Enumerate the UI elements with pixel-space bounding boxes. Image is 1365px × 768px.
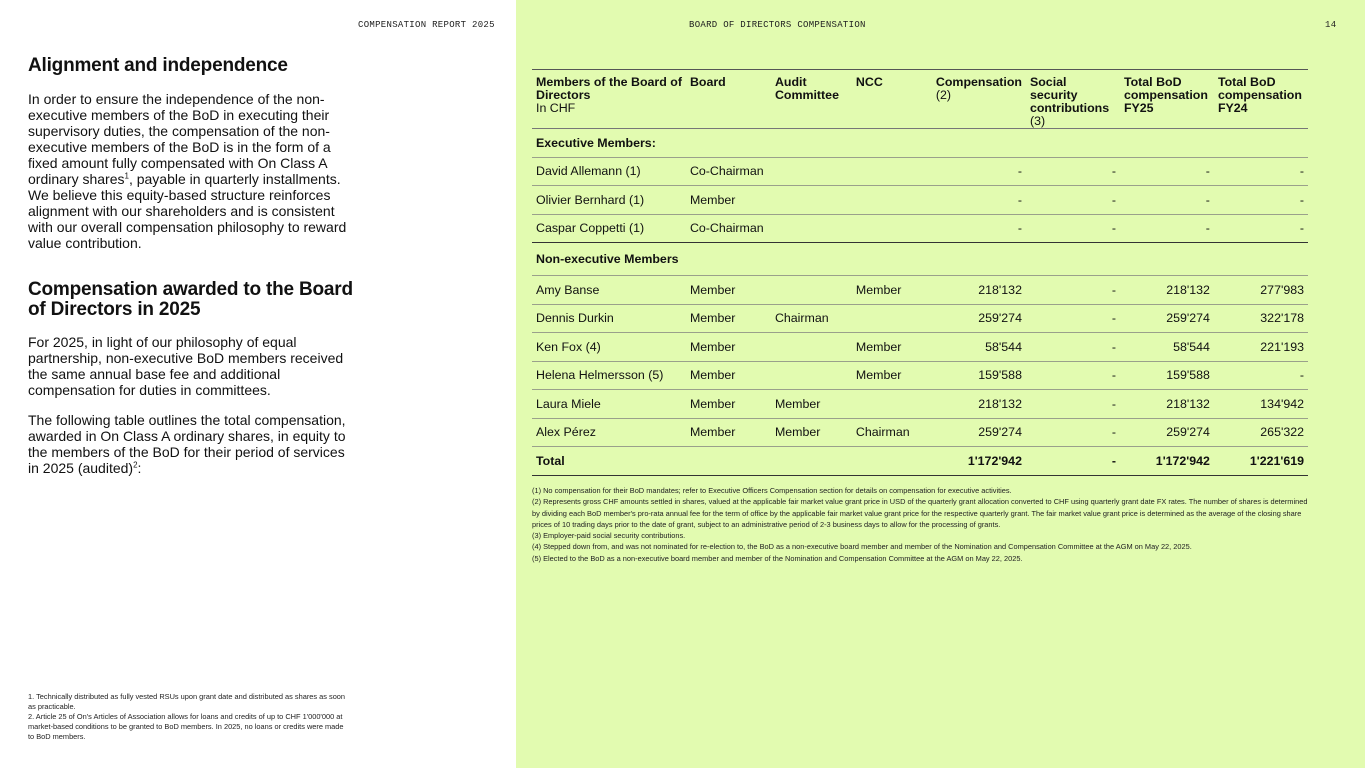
paragraph-table-intro: The following table outlines the total compensation, awarded in On Class A ordinary shares, in equity to the members of the BoD for their period of services in 2025 (audited)$^2$: (28, 412, 346, 476)
board-role: Member (689, 425, 736, 440)
heading-alignment: Alignment and independence (28, 55, 288, 76)
total-fy24-value: 221'193 (1260, 339, 1304, 354)
ncc-role: Member (855, 368, 902, 383)
compensation-value: 218'132 (978, 396, 1022, 411)
member-name: Amy Banse (536, 282, 600, 297)
paragraph-equal-partnership: For 2025, in light of our philosophy of equal partnership, non-executive BoD members received the same annual base fee and additional compensation for duties in committees. (28, 334, 344, 398)
col-social: Social security contributions (3) (1029, 75, 1110, 128)
audit-role (771, 214, 852, 243)
compensation-value: - (1017, 221, 1022, 236)
compensation-value: 159'588 (978, 368, 1022, 383)
footnote-ref-2: 2 (133, 460, 138, 470)
table-footnote: (2) Represents gross CHF amounts settled in shares, valued at the applicable fair market value grant price in USD of the quarterly grant allocation converted to CHF using quarterly grant date FX rates. The number of shares is determined by dividing each BoD member's pro-rata annual fee for the term of office by the applicable fair market value grant price for the respective quarterly grant. The fair market value grant price is determined as the average of the closing share prices of 10 trading days prior to the date of grant, subject to an administrative period of 2-3 business days to allow for the processing of grants. (532, 497, 1308, 529)
heading-compensation: Compensation awarded to the Board of Directors in 2025 (28, 279, 353, 320)
member-name: Olivier Bernhard (1) (536, 192, 645, 207)
social-security-value: - (1111, 221, 1116, 236)
left-footnote: 2. Article 25 of On's Articles of Association allows for loans and credits of up to CHF 1'000'000 at market-based conditions to be granted to BoD members. In 2025, no loans or credits were made to BoD members. (28, 712, 344, 741)
member-name: David Allemann (1) (536, 164, 641, 179)
compensation-value: 218'132 (978, 282, 1022, 297)
board-role: Member (689, 368, 736, 383)
audit-role (771, 157, 852, 186)
total-fy24-value: - (1299, 221, 1304, 236)
member-name: Ken Fox (4) (536, 339, 601, 354)
ncc-role (852, 390, 932, 419)
total-fy24: 1'221'619 (1249, 453, 1304, 468)
audit-role: Member (774, 425, 821, 440)
bod-compensation-table (532, 69, 1308, 476)
social-security-value: - (1111, 192, 1116, 207)
table-row (532, 333, 1308, 362)
board-role: Member (689, 396, 736, 411)
total-fy24-value: 277'983 (1260, 282, 1304, 297)
board-role: Co-Chairman (689, 164, 764, 179)
total-fy25-value: 159'588 (1166, 368, 1210, 383)
total-fy25-value: 259'274 (1166, 311, 1210, 326)
non-executive-members-section-label: Non-executive Members (536, 252, 679, 266)
col-compensation: Compensation (2) (935, 75, 1022, 102)
compensation-value: 259'274 (978, 311, 1022, 326)
table-row (532, 157, 1308, 186)
table-footnote: (1) No compensation for their BoD mandates; refer to Executive Officers Compensation section for details on compensation for executive activities. (532, 486, 1012, 495)
total-row (532, 447, 1308, 476)
left-footnotes (28, 692, 346, 742)
col-members: Members of the Board of Directors In CHF (536, 75, 682, 115)
total-social-security: - (1111, 453, 1116, 468)
non-executive-members-section (532, 243, 1308, 276)
table-row (532, 276, 1308, 305)
ncc-role: Chairman (855, 425, 910, 440)
total-fy24-value: 322'178 (1260, 311, 1304, 326)
audit-role (771, 361, 852, 390)
social-security-value: - (1111, 164, 1116, 179)
paragraph-alignment: In order to ensure the independence of the non-executive members of the BoD in executing their supervisory duties, the compensation of the non-executive members of the BoD is in the form of a fixed amount fully compensated with On Class A ordinary shares$^1$, payable in quarterly installments. We believe this equity-based structure reinforces alignment with our shareholders and is consistent with our overall compensation philosophy to reward value contribution. (28, 91, 347, 251)
empty-cell (771, 447, 852, 476)
table-header-row (532, 70, 1308, 129)
member-name: Helena Helmersson (5) (536, 368, 664, 383)
compensation-value: - (1017, 192, 1022, 207)
total-fy25-value: 218'132 (1166, 282, 1210, 297)
ncc-role: Member (855, 282, 902, 297)
ncc-role (852, 157, 932, 186)
table-row (532, 186, 1308, 215)
executive-members-section-label: Executive Members: (536, 135, 656, 150)
compensation-value: 259'274 (978, 425, 1022, 440)
compensation-value: 58'544 (985, 339, 1022, 354)
audit-role (771, 276, 852, 305)
table-footnote: (3) Employer-paid social security contributions. (532, 531, 686, 541)
social-security-value: - (1111, 311, 1116, 326)
table-footnote: (4) Stepped down from, and was not nominated for re-election to, the BoD as a non-executive board member and member of the Nomination and Compensation Committee at the AGM on May 22, 2025. (532, 542, 1192, 552)
audit-role (771, 333, 852, 362)
social-security-value: - (1111, 339, 1116, 354)
total-fy24-value: - (1299, 192, 1304, 207)
total-fy25-value: 259'274 (1166, 425, 1210, 440)
total-fy25-value: - (1205, 192, 1210, 207)
total-fy24-value: 265'322 (1260, 425, 1304, 440)
total-fy25-value: - (1205, 221, 1210, 236)
table-row (532, 390, 1308, 419)
total-fy24-value: - (1299, 368, 1304, 383)
social-security-value: - (1111, 368, 1116, 383)
board-role: Member (689, 282, 736, 297)
total-fy24-value: - (1299, 164, 1304, 179)
ncc-role: Member (855, 339, 902, 354)
left-footnote: 1. Technically distributed as fully vested RSUs upon grant date and distributed as shares as soon as practicable. (28, 692, 346, 711)
compensation-value: - (1017, 164, 1022, 179)
member-name: Alex Pérez (536, 425, 596, 440)
col-ncc: NCC (855, 75, 883, 89)
total-fy24-value: 134'942 (1260, 396, 1304, 411)
board-role: Member (689, 192, 736, 207)
footnote-ref-1: 1 (124, 171, 129, 181)
table-row (532, 304, 1308, 333)
table-footnote: (5) Elected to the BoD as a non-executive board member and member of the Nomination and Compensation Committee at the AGM on May 22, 2025. (532, 553, 1023, 563)
social-security-value: - (1111, 425, 1116, 440)
page-number: 14 (1325, 20, 1337, 30)
total-fy25-value: - (1205, 164, 1210, 179)
member-name: Laura Miele (536, 396, 601, 411)
board-role: Member (689, 311, 736, 326)
empty-cell (686, 447, 771, 476)
col-fy25: Total BoD compensation FY25 (1123, 75, 1208, 115)
member-name: Caspar Coppetti (1) (536, 221, 645, 236)
executive-members-section (532, 129, 1308, 158)
social-security-value: - (1111, 396, 1116, 411)
col-board: Board (689, 75, 726, 89)
table-row (532, 418, 1308, 447)
board-role: Co-Chairman (689, 221, 764, 236)
table-footnotes (532, 485, 1308, 564)
audit-role: Member (774, 396, 821, 411)
col-fy24: Total BoD compensation FY24 (1217, 75, 1302, 115)
total-fy25-value: 218'132 (1166, 396, 1210, 411)
audit-role (771, 186, 852, 215)
empty-cell (852, 447, 932, 476)
ncc-role (852, 186, 932, 215)
section-title: BOARD OF DIRECTORS COMPENSATION (689, 20, 866, 30)
audit-role: Chairman (774, 311, 829, 326)
social-security-value: - (1111, 282, 1116, 297)
table-row (532, 361, 1308, 390)
member-name: Dennis Durkin (536, 311, 614, 326)
total-fy25-value: 58'544 (1173, 339, 1210, 354)
total-fy25: 1'172'942 (1155, 453, 1210, 468)
ncc-role (852, 304, 932, 333)
total-compensation: 1'172'942 (967, 453, 1022, 468)
col-audit: Audit Committee (774, 75, 839, 102)
board-role: Member (689, 339, 736, 354)
total-label: Total (536, 453, 565, 468)
ncc-role (852, 214, 932, 243)
table-row (532, 214, 1308, 243)
report-title: COMPENSATION REPORT 2025 (358, 20, 495, 30)
